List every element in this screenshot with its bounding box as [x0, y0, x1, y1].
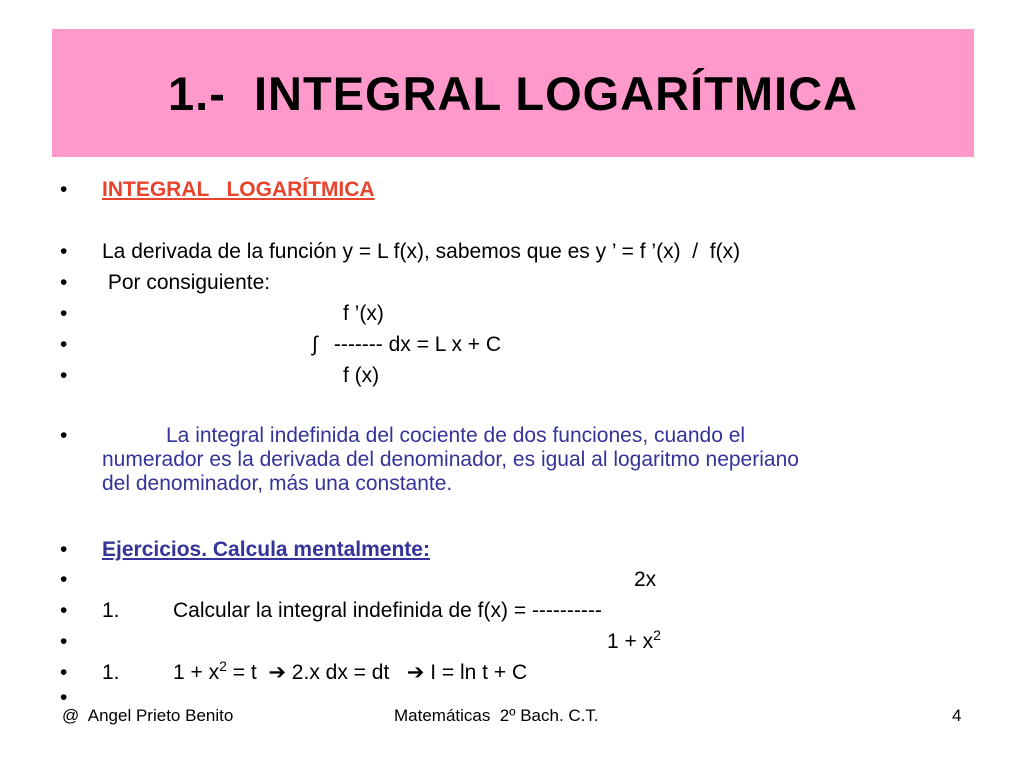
exercises-heading: Ejercicios. Calcula mentalmente: [102, 538, 430, 561]
bullet: • [60, 178, 68, 201]
formula-denominator: f (x) [343, 364, 380, 387]
footer-page-number: 4 [952, 706, 962, 725]
sub-part4: I = ln t + C [424, 661, 528, 684]
footer-course: Matemáticas 2º Bach. C.T. [394, 706, 599, 725]
list-item [0, 364, 1024, 394]
bullet: • [60, 333, 68, 356]
list-item [0, 302, 1024, 332]
bullet: • [60, 661, 68, 684]
exercise-numerator: 2x [634, 568, 657, 591]
title-banner [52, 29, 974, 157]
bullet: • [60, 538, 68, 561]
rule-line: del denominador, más una constante. [102, 472, 453, 495]
bullet: • [60, 599, 68, 622]
rule-line: numerador es la derivada del denominador, es igual al logaritmo neperiano [102, 448, 799, 471]
list-item [0, 178, 1024, 208]
section-heading: INTEGRAL LOGARÍTMICA [102, 178, 375, 201]
slide-title: 1.- INTEGRAL LOGARÍTMICA [168, 66, 858, 120]
list-item [0, 240, 1024, 270]
footer-author: @ Angel Prieto Benito [62, 706, 234, 725]
sub-part1: 1 + x [173, 661, 220, 684]
formula-numerator: f ’(x) [343, 302, 384, 325]
bullet: • [60, 271, 68, 294]
formula-line: ------- dx = L x + C [328, 333, 502, 356]
list-item [0, 599, 1024, 629]
therefore-text: Por consiguiente: [102, 271, 271, 294]
exercise-number: 1. [102, 661, 120, 684]
exercise-number: 1. [102, 599, 120, 622]
bullet: • [60, 364, 68, 387]
denominator-exponent: 2 [653, 627, 661, 643]
sub-part2: = t [226, 661, 269, 684]
bullet: • [60, 568, 68, 591]
arrow-right-icon: ➔ [406, 661, 425, 684]
list-item [0, 538, 1024, 568]
integral-sign: ∫ [312, 333, 318, 356]
sub-part3: 2.x dx = dt [285, 661, 407, 684]
bullet: • [60, 240, 68, 263]
rule-paragraph [102, 424, 982, 496]
bullet: • [60, 686, 68, 709]
arrow-right-icon: ➔ [268, 661, 286, 684]
sub-exponent: 2 [219, 658, 227, 674]
bullet: • [60, 630, 68, 653]
exercise-denominator [607, 627, 661, 654]
substitution-line [173, 658, 528, 685]
bullet: • [60, 424, 68, 447]
bullet: • [60, 302, 68, 325]
list-item [0, 627, 1024, 660]
denominator-base: 1 + x [607, 630, 654, 653]
exercise-text: Calcular la integral indefinida de f(x) = ---------- [173, 599, 602, 622]
list-item [0, 271, 1024, 301]
list-item [0, 568, 1024, 598]
list-item [0, 333, 1024, 363]
rule-line: La integral indefinida del cociente de dos funciones, cuando el [166, 424, 746, 447]
derivative-statement: La derivada de la función y = L f(x), sabemos que es y ’ = f ’(x) / f(x) [102, 240, 741, 263]
